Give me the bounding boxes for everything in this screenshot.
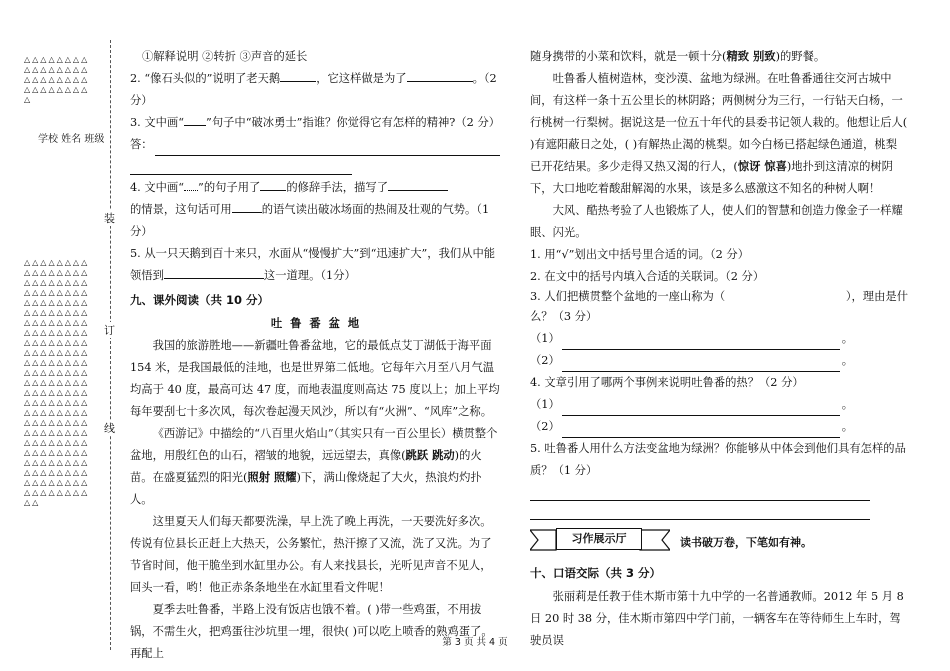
para2-text-b: )的火苗。在盛夏猛烈的阳光( bbox=[130, 449, 482, 484]
q3-answer-row bbox=[130, 134, 502, 156]
q5-blank[interactable] bbox=[164, 266, 264, 279]
para2-choice-2[interactable]: 照射 照耀 bbox=[247, 471, 297, 484]
q3-underline-mark bbox=[184, 113, 206, 126]
triangle-pattern-top: △△△△△△△△△△△△△△△△△△△△△△△△△△△△△△△△△ bbox=[24, 55, 90, 104]
question-5: 5. 从一只天鹅到百十来只，水面从“慢慢扩大”到“迅速扩大”，我们从中能 bbox=[130, 247, 496, 260]
article-para-2 bbox=[130, 423, 502, 511]
rq3-text-a: 3. 人们把横贯整个盆地的一座山称为（ bbox=[530, 290, 726, 303]
question-4 bbox=[130, 177, 502, 199]
rq3-answer-2 bbox=[530, 350, 908, 372]
rq3-answer-1-period: 。 bbox=[841, 332, 854, 345]
para4-cont-text-a: 随身携带的小菜和饮料，就是一顿十分( bbox=[530, 50, 727, 63]
essay-showcase-banner bbox=[530, 524, 908, 558]
rq3-answer-1-label: （1） bbox=[530, 332, 560, 345]
rq4-answer-1-line[interactable] bbox=[562, 401, 840, 416]
rq4-answer-2-line[interactable] bbox=[562, 423, 840, 438]
rq4-answer-1-label: （1） bbox=[530, 398, 560, 411]
question-3 bbox=[130, 112, 502, 134]
q2-blank-1[interactable] bbox=[280, 69, 316, 82]
rq3-answer-2-line[interactable] bbox=[562, 357, 840, 372]
q4-text-e: 的语气读出破冰场面的热闹及壮观的气势。（1 bbox=[261, 203, 490, 216]
article-para-4: 夏季去吐鲁番，半路上没有饭店也饿不着。( )带一些鸡蛋，不用拔锅，不需生火，把鸡蛋往沙坑里一埋，很快( )可以吃上喷香的熟鸡蛋了。再配上 bbox=[130, 603, 493, 660]
article-para-5 bbox=[530, 68, 908, 200]
para5-choice[interactable]: 惊讶 惊喜 bbox=[737, 160, 787, 173]
left-column bbox=[130, 46, 502, 665]
para4-choice[interactable]: 精致 别致 bbox=[726, 50, 776, 63]
section-9-heading: 九、课外阅读（共 10 分） bbox=[130, 293, 270, 307]
q2-text-b: ，它这样做是为了 bbox=[316, 72, 407, 85]
banner-title: 习作展示厅 bbox=[556, 528, 642, 550]
section-10-heading: 十、口语交际（共 3 分） bbox=[530, 566, 662, 580]
oral-para-1: 张丽莉是任教于佳木斯市第十九中学的一名普通教师。2012 年 5 月 8 日 20 时 38 分，佳木斯市第四中学门前，一辆客车在等待师生上车时，驾驶员误 bbox=[530, 590, 904, 647]
rq5-answer-line-1[interactable] bbox=[530, 482, 870, 501]
q4-text-b: ”的句子用了 bbox=[198, 181, 261, 194]
para2-text-a: 《西游记》中描绘的“八百里火焰山”（其实只有一百公里长）横贯整个盆地，用殷红色的山石，褶皱的地貌，远远望去，真像( bbox=[130, 427, 498, 462]
binding-gutter bbox=[0, 0, 118, 671]
binding-char-3: 线 bbox=[104, 422, 115, 435]
q5-text-c: 这一道理。（1分） bbox=[263, 269, 356, 282]
article-para-3: 这里夏天人们每天都要洗澡，早上洗了晚上再洗，一天要洗好多次。传说有位县长正赶上大热天，公务繁忙，热汗擦了又流，洗了又洗。为了节省时间，他干脆坐到水缸里办公。有人来找县长，光听见声音不见人，回头一看，哟！他正赤条条地坐在水缸里看文件呢！ bbox=[130, 515, 492, 594]
rq4-answer-2 bbox=[530, 416, 908, 438]
rq4-answer-1 bbox=[530, 394, 908, 416]
rq3-text-c: 么？（3 分） bbox=[530, 310, 598, 323]
q4-score: 分） bbox=[130, 225, 153, 238]
q4-blank-1[interactable] bbox=[260, 178, 286, 191]
q3-answer-line-1[interactable] bbox=[155, 141, 500, 156]
right-question-4: 4. 文章引用了哪两个事例来说明吐鲁番的热？（2 分） bbox=[530, 376, 804, 389]
right-question-5: 5. 吐鲁番人用什么方法变盆地为绿洲？你能够从中体会到他们具有怎样的品 bbox=[530, 442, 906, 455]
para5-text-a: 吐鲁番人植树造林，变沙漠、盆地为绿洲。在吐鲁番通往交河古城中间，有这样一条十五公里长的林阴路；两侧树分为三行，一行钻天白杨，一行桃树一行梨树。据说这是一位五十年代的县委书记领人栽的。他想让后人( )有遮阳蔽日之处，( )有解热止渴的桃梨。如今白杨已搭起绿色通道，桃梨已开花结果。多少走得又热又渴的行人，( bbox=[530, 72, 908, 173]
rq3-answer-1 bbox=[530, 328, 908, 350]
question-4-cont bbox=[130, 199, 502, 221]
q4-dotted-mark bbox=[184, 178, 198, 191]
rq4-answer-1-period: 。 bbox=[841, 398, 854, 411]
rq4-answer-2-label: （2） bbox=[530, 420, 560, 433]
banner-motto: 读书破万卷，下笔如有神。 bbox=[680, 536, 812, 549]
binding-char-2: 订 bbox=[104, 324, 115, 337]
q4-text-c: 的修辞手法，描写了 bbox=[286, 181, 388, 194]
q5-text-b: 领悟到 bbox=[130, 269, 164, 282]
binding-line bbox=[110, 40, 111, 650]
article-para-6: 大风、酷热考验了人也锻炼了人，使人们的智慧和创造力像金子一样耀眼、闪光。 bbox=[530, 204, 903, 239]
q2-blank-2[interactable] bbox=[407, 69, 473, 82]
rq3-answer-2-period: 。 bbox=[841, 354, 854, 367]
right-column bbox=[530, 46, 908, 652]
q2-text-c: 。（2 bbox=[472, 72, 497, 85]
q3-answer-line-2[interactable] bbox=[130, 156, 352, 175]
right-question-3 bbox=[530, 288, 908, 306]
q4-blank-2[interactable] bbox=[388, 178, 448, 191]
q3-answer-label: 答： bbox=[130, 138, 153, 151]
q3-text-a: 3. 文中画“ bbox=[130, 116, 185, 129]
para2-choice-1[interactable]: 跳跃 跳动 bbox=[405, 449, 455, 462]
right-question-1: 1. 用“√”划出文中括号里合适的词。（2 分） bbox=[530, 248, 749, 261]
q2-text-a: 2. “像石头似的”说明了老天鹅 bbox=[130, 72, 281, 85]
rq5-answer-line-2[interactable] bbox=[530, 501, 870, 520]
q4-text-d: 的情景，这句话可用 bbox=[130, 203, 232, 216]
options-line: ①解释说明 ②转折 ③声音的延长 bbox=[142, 50, 308, 63]
q2-score: 分） bbox=[130, 94, 153, 107]
page-footer: 第 3 页 共 4 页 bbox=[442, 637, 508, 648]
rq3-answer-1-line[interactable] bbox=[562, 335, 840, 350]
rq4-answer-2-period: 。 bbox=[841, 420, 854, 433]
question-5-cont bbox=[130, 265, 502, 287]
student-info-label: 学校 姓名 班级 bbox=[38, 134, 105, 145]
triangle-pattern-bottom: △△△△△△△△△△△△△△△△△△△△△△△△△△△△△△△△△△△△△△△△△△△△△△△△△△△△△△△△△△△△△△△△△△△△△△△△△△△△△△△△△△△△△△△△△△△△△△△△△△△△△△△△△△△△△△△△△△△△△△△△△△△△△△△△△△△△△△△△△△△△△△△△△△△△△△△△△△△△△△△△△△△△△△△△△△△△△△△△△△△△△△△△△△△△△△△△△△ bbox=[24, 258, 90, 507]
q3-text-b: ”句子中“破冰勇士”指谁？你觉得它有怎样的精神?（2 分） bbox=[206, 116, 501, 129]
para2-text-c: )下，满山像烧起了大火，热浪灼灼扑人。 bbox=[130, 471, 482, 506]
rq3-text-b: ），理由是什 bbox=[845, 290, 908, 303]
question-2 bbox=[130, 68, 502, 90]
article-para-4-cont bbox=[530, 46, 908, 68]
para4-cont-text-b: )的野餐。 bbox=[775, 50, 826, 63]
rq3-answer-2-label: （2） bbox=[530, 354, 560, 367]
article-title: 吐 鲁 番 盆 地 bbox=[270, 317, 362, 330]
q4-text-a: 4. 文中画“ bbox=[130, 181, 185, 194]
right-question-2: 2. 在文中的括号内填入合适的关联词。（2 分） bbox=[530, 270, 765, 283]
right-question-5-cont: 质？（1 分） bbox=[530, 464, 598, 477]
q4-blank-3[interactable] bbox=[232, 200, 262, 213]
binding-char-1: 装 bbox=[104, 212, 115, 225]
article-para-1: 我国的旅游胜地——新疆吐鲁番盆地，它的最低点艾丁湖低于海平面 154 米，是我国最低的洼地，也是世界第二低地。它每年六月至八月气温均高于 40 度，最高可达 47 度，而地表温度则高达 75 度以上；加上平均每年要刮七十多次风，每次卷起漫天风沙，所以有“火洲”、“风库”之称。 bbox=[130, 339, 500, 418]
para5-text-b: )地扑到这清凉的树阴下，大口地吃着酸甜解渴的水果，该是多么感激这不知名的种树人啊！ bbox=[530, 160, 893, 195]
